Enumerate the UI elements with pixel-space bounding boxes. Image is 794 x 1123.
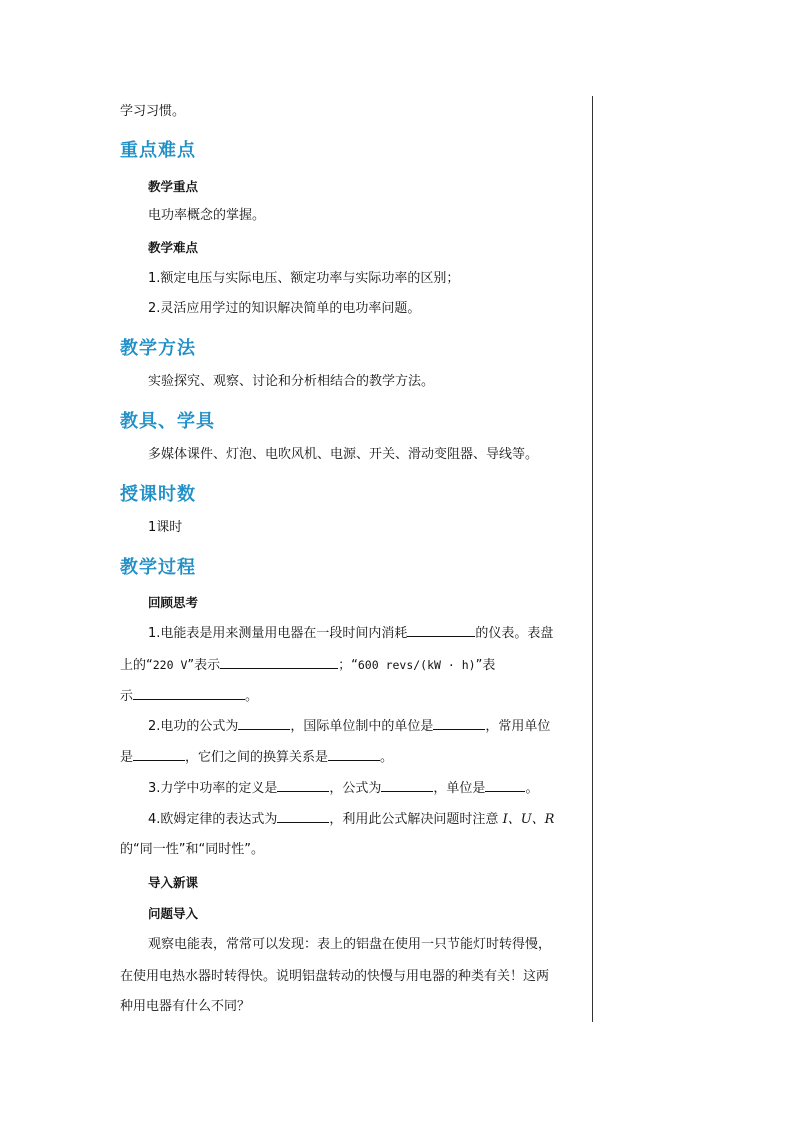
hours-text: 1课时 <box>148 520 183 535</box>
q4-line-1: 4.欧姆定律的表达式为 ，利用此公式解决问题时注意 I、U、R <box>148 812 555 827</box>
heading-methods: 教学方法 <box>120 338 196 359</box>
label-difficulty: 教学难点 <box>148 240 199 255</box>
difficulty-item-1: 1.额定电压与实际电压、额定功率与实际功率的区别； <box>148 271 460 286</box>
q2-blank-2[interactable] <box>433 717 485 730</box>
page-edge-line <box>592 96 593 1022</box>
q2-blank-4[interactable] <box>328 748 380 761</box>
label-new-lesson: 导入新课 <box>148 875 199 890</box>
q1-blank-2[interactable] <box>220 656 338 669</box>
q3-blank-3[interactable] <box>485 779 525 792</box>
heading-tools: 教具、学具 <box>120 411 215 432</box>
q2-blank-3[interactable] <box>133 748 185 761</box>
q4-line-2: 的“同一性”和“同时性”。 <box>120 842 264 857</box>
focus-text: 电功率概念的掌握。 <box>148 208 266 223</box>
tools-text: 多媒体课件、灯泡、电吹风机、电源、开关、滑动变阻器、导线等。 <box>148 447 539 462</box>
q2-line-2: 是 ，它们之间的换算关系是 。 <box>120 750 394 765</box>
difficulty-item-2: 2.灵活应用学过的知识解决简单的电功率问题。 <box>148 301 421 316</box>
methods-text: 实验探究、观察、讨论和分析相结合的教学方法。 <box>148 374 435 389</box>
heading-hours: 授课时数 <box>120 484 196 505</box>
label-focus: 教学重点 <box>148 179 199 194</box>
q4-blank-1[interactable] <box>277 810 329 823</box>
q1-blank-1[interactable] <box>407 624 475 637</box>
q3-blank-2[interactable] <box>381 779 433 792</box>
q1-line-2: 上的“220 V”表示 ；“600 revs/(kW · h)”表 <box>120 658 496 673</box>
intro-tail: 学习习惯。 <box>120 104 186 119</box>
problem-line-2: 在使用电热水器时转得快。说明铝盘转动的快慢与用电器的种类有关！这两 <box>120 969 550 984</box>
q3-line: 3.力学中功率的定义是 ，公式为 ，单位是 。 <box>148 781 539 796</box>
q1-blank-3[interactable] <box>133 687 245 700</box>
q1-line-3: 示 。 <box>120 689 259 704</box>
q3-blank-1[interactable] <box>277 779 329 792</box>
problem-line-1: 观察电能表，常常可以发现：表上的铝盘在使用一只节能灯时转得慢， <box>148 937 552 952</box>
q2-line-1: 2.电功的公式为 ，国际单位制中的单位是 ，常用单位 <box>148 719 551 734</box>
label-review: 回顾思考 <box>148 595 199 610</box>
heading-process: 教学过程 <box>120 557 196 578</box>
problem-line-3: 种用电器有什么不同？ <box>120 999 251 1014</box>
heading-key-difficult: 重点难点 <box>120 140 196 161</box>
label-problem: 问题导入 <box>148 906 199 921</box>
q2-blank-1[interactable] <box>238 717 290 730</box>
q1-line-1: 1.电能表是用来测量用电器在一段时间内消耗 的仪表。表盘 <box>148 626 554 641</box>
